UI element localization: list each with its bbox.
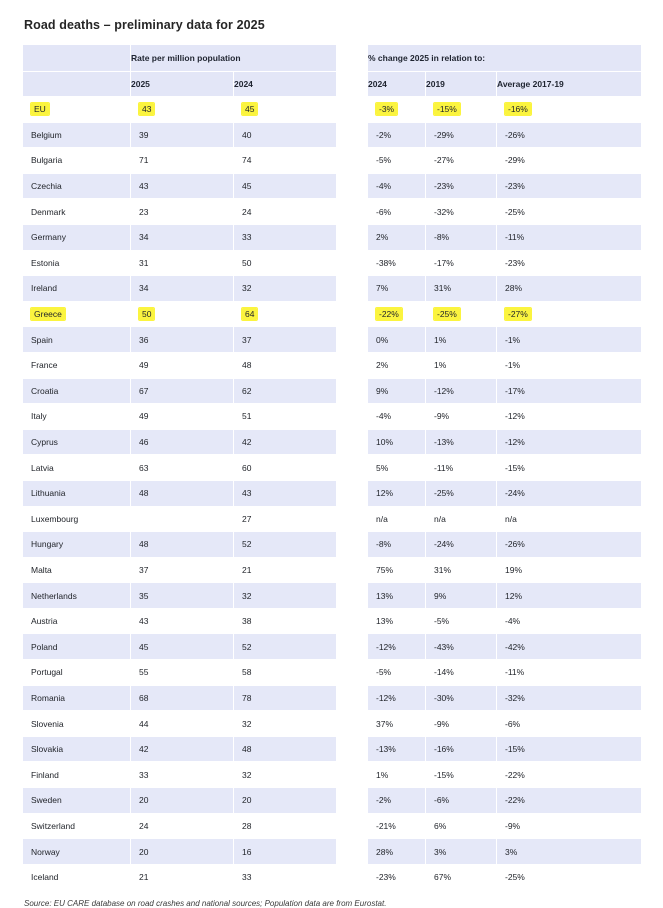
cell-change-2024: 9% [368, 378, 426, 404]
table-row [23, 378, 642, 404]
cell-change-average: 28% [497, 276, 642, 302]
cell-rate-2024: 51 [234, 404, 337, 430]
cell-change-2019: -11% [426, 455, 497, 481]
cell-change-2024: -12% [368, 685, 426, 711]
cell-country: Latvia [23, 455, 131, 481]
cell-rate-2024: 21 [234, 557, 337, 583]
cell-rate-2024 [234, 301, 337, 327]
cell-change-2024: 28% [368, 839, 426, 865]
road-deaths-table [22, 44, 642, 890]
cell-country: France [23, 352, 131, 378]
cell-country: Finland [23, 762, 131, 788]
cell-spacer [337, 301, 368, 327]
cell-spacer [337, 352, 368, 378]
cell-spacer [337, 97, 368, 123]
table-header [23, 45, 642, 97]
cell-rate-2024: 28 [234, 813, 337, 839]
header-rate-2025: 2025 [131, 72, 234, 97]
cell-spacer [337, 199, 368, 225]
cell-country: Estonia [23, 250, 131, 276]
table-row [23, 301, 642, 327]
cell-change-average: 3% [497, 839, 642, 865]
cell-rate-2025: 23 [131, 199, 234, 225]
cell-change-2024: 75% [368, 557, 426, 583]
cell-rate-2025: 55 [131, 660, 234, 686]
highlight-marker: -25% [434, 308, 460, 320]
cell-spacer [337, 634, 368, 660]
table-row [23, 455, 642, 481]
cell-change-2024: -2% [368, 122, 426, 148]
cell-change-2019: -24% [426, 532, 497, 558]
cell-change-2024: 12% [368, 480, 426, 506]
cell-country: Norway [23, 839, 131, 865]
cell-country: Slovenia [23, 711, 131, 737]
header-change-2024: 2024 [368, 72, 426, 97]
table-row [23, 173, 642, 199]
cell-change-2019: 1% [426, 352, 497, 378]
cell-rate-2024: 60 [234, 455, 337, 481]
cell-change-2024: 13% [368, 608, 426, 634]
table-row [23, 429, 642, 455]
table-row [23, 839, 642, 865]
cell-rate-2024: 74 [234, 148, 337, 174]
header-spacer-2 [337, 72, 368, 97]
table-row [23, 352, 642, 378]
cell-spacer [337, 711, 368, 737]
highlight-marker: -27% [505, 308, 531, 320]
cell-spacer [337, 813, 368, 839]
cell-change-2024: -8% [368, 532, 426, 558]
cell-change-2024: 37% [368, 711, 426, 737]
cell-change-2019: -23% [426, 173, 497, 199]
cell-rate-2025: 37 [131, 557, 234, 583]
cell-spacer [337, 148, 368, 174]
cell-change-average: -29% [497, 148, 642, 174]
cell-change-2019: 31% [426, 276, 497, 302]
cell-change-average: 19% [497, 557, 642, 583]
cell-spacer [337, 480, 368, 506]
table-row [23, 532, 642, 558]
cell-rate-2025: 39 [131, 122, 234, 148]
cell-spacer [337, 173, 368, 199]
cell-country: Austria [23, 608, 131, 634]
table-row [23, 583, 642, 609]
cell-change-average: -4% [497, 608, 642, 634]
cell-change-average: -12% [497, 429, 642, 455]
header-rate-group: Rate per million population [131, 45, 337, 72]
cell-rate-2025: 24 [131, 813, 234, 839]
cell-change-average: -25% [497, 199, 642, 225]
highlight-marker: -15% [434, 103, 460, 115]
cell-change-2024: 10% [368, 429, 426, 455]
cell-spacer [337, 736, 368, 762]
cell-rate-2025: 49 [131, 404, 234, 430]
cell-country: Hungary [23, 532, 131, 558]
cell-spacer [337, 532, 368, 558]
table-row [23, 276, 642, 302]
cell-rate-2025: 71 [131, 148, 234, 174]
cell-change-2024: -13% [368, 736, 426, 762]
cell-rate-2024: 20 [234, 788, 337, 814]
highlight-marker: Greece [31, 308, 65, 320]
cell-change-2019: -29% [426, 122, 497, 148]
table-row [23, 634, 642, 660]
cell-rate-2024: 45 [234, 173, 337, 199]
highlight-marker: EU [31, 103, 49, 115]
cell-change-2024: 5% [368, 455, 426, 481]
cell-change-average: -15% [497, 736, 642, 762]
cell-change-2019: -43% [426, 634, 497, 660]
cell-rate-2024: 52 [234, 532, 337, 558]
cell-rate-2024: 50 [234, 250, 337, 276]
cell-change-2019: -6% [426, 788, 497, 814]
cell-change-2019 [426, 97, 497, 123]
cell-change-average: -42% [497, 634, 642, 660]
cell-country: Croatia [23, 378, 131, 404]
cell-change-2019: -9% [426, 711, 497, 737]
cell-rate-2025: 20 [131, 788, 234, 814]
cell-rate-2025: 42 [131, 736, 234, 762]
cell-rate-2024: 32 [234, 276, 337, 302]
cell-country: Belgium [23, 122, 131, 148]
cell-change-average: -22% [497, 788, 642, 814]
cell-change-2024: -6% [368, 199, 426, 225]
highlight-marker: -16% [505, 103, 531, 115]
cell-country: Cyprus [23, 429, 131, 455]
table-row [23, 608, 642, 634]
cell-rate-2025: 20 [131, 839, 234, 865]
cell-country: Portugal [23, 660, 131, 686]
highlight-marker: -22% [376, 308, 402, 320]
cell-rate-2024: 78 [234, 685, 337, 711]
cell-rate-2025: 43 [131, 608, 234, 634]
cell-country: Romania [23, 685, 131, 711]
cell-country: Switzerland [23, 813, 131, 839]
cell-rate-2024: 16 [234, 839, 337, 865]
cell-rate-2025: 36 [131, 327, 234, 353]
cell-spacer [337, 378, 368, 404]
cell-country: Bulgaria [23, 148, 131, 174]
cell-change-average: -26% [497, 122, 642, 148]
cell-rate-2025: 46 [131, 429, 234, 455]
cell-rate-2024: 37 [234, 327, 337, 353]
cell-rate-2025 [131, 301, 234, 327]
highlight-marker: 64 [242, 308, 257, 320]
cell-change-average: -6% [497, 711, 642, 737]
cell-change-2019 [426, 301, 497, 327]
cell-change-2019: 67% [426, 864, 497, 890]
cell-change-average: -9% [497, 813, 642, 839]
header-country [23, 72, 131, 97]
cell-change-2019: -15% [426, 762, 497, 788]
cell-spacer [337, 327, 368, 353]
cell-change-2019: -5% [426, 608, 497, 634]
cell-rate-2024 [234, 97, 337, 123]
cell-country: Poland [23, 634, 131, 660]
cell-change-average [497, 97, 642, 123]
cell-change-average: -11% [497, 224, 642, 250]
cell-country: Czechia [23, 173, 131, 199]
cell-spacer [337, 506, 368, 532]
cell-spacer [337, 762, 368, 788]
cell-country: Spain [23, 327, 131, 353]
cell-spacer [337, 429, 368, 455]
cell-rate-2024: 24 [234, 199, 337, 225]
cell-spacer [337, 455, 368, 481]
highlight-marker: 45 [242, 103, 257, 115]
cell-rate-2024: 27 [234, 506, 337, 532]
header-country-group [23, 45, 131, 72]
cell-change-2024 [368, 301, 426, 327]
table-row [23, 864, 642, 890]
table-row [23, 788, 642, 814]
cell-rate-2024: 48 [234, 352, 337, 378]
header-change-group: % change 2025 in relation to: [368, 45, 642, 72]
cell-change-average: -26% [497, 532, 642, 558]
cell-country: Italy [23, 404, 131, 430]
source-note: Source: EU CARE database on road crashes and national sources; Population data are from Eurostat. [24, 899, 387, 908]
cell-change-2019: 9% [426, 583, 497, 609]
cell-country: Malta [23, 557, 131, 583]
header-rate-2024: 2024 [234, 72, 337, 97]
cell-rate-2025: 21 [131, 864, 234, 890]
cell-spacer [337, 224, 368, 250]
cell-change-2019: -13% [426, 429, 497, 455]
cell-spacer [337, 839, 368, 865]
table-row [23, 148, 642, 174]
table-row [23, 122, 642, 148]
cell-country: Iceland [23, 864, 131, 890]
cell-change-average: -23% [497, 250, 642, 276]
cell-change-2024: 2% [368, 224, 426, 250]
cell-change-2024: -4% [368, 404, 426, 430]
cell-spacer [337, 557, 368, 583]
cell-change-2024: n/a [368, 506, 426, 532]
highlight-marker: -3% [376, 103, 397, 115]
cell-country: Lithuania [23, 480, 131, 506]
cell-change-2019: 1% [426, 327, 497, 353]
cell-change-average: -12% [497, 404, 642, 430]
cell-rate-2024: 32 [234, 762, 337, 788]
table-row [23, 506, 642, 532]
cell-change-average: -23% [497, 173, 642, 199]
cell-rate-2024: 48 [234, 736, 337, 762]
cell-country: Slovakia [23, 736, 131, 762]
page-title: Road deaths – preliminary data for 2025 [24, 18, 265, 32]
cell-change-average: n/a [497, 506, 642, 532]
cell-rate-2025: 49 [131, 352, 234, 378]
table-row [23, 404, 642, 430]
table-row [23, 327, 642, 353]
table-row [23, 199, 642, 225]
cell-change-2019: -8% [426, 224, 497, 250]
table-row [23, 97, 642, 123]
cell-rate-2025: 33 [131, 762, 234, 788]
cell-country [23, 301, 131, 327]
cell-rate-2025: 48 [131, 480, 234, 506]
cell-rate-2024: 58 [234, 660, 337, 686]
cell-change-2019: 31% [426, 557, 497, 583]
cell-rate-2025: 67 [131, 378, 234, 404]
highlight-marker: 50 [139, 308, 154, 320]
table-row [23, 736, 642, 762]
cell-rate-2025 [131, 97, 234, 123]
header-spacer [337, 45, 368, 72]
table-row [23, 685, 642, 711]
cell-rate-2025: 44 [131, 711, 234, 737]
cell-change-2024: -21% [368, 813, 426, 839]
cell-spacer [337, 660, 368, 686]
table-row [23, 711, 642, 737]
cell-country: Ireland [23, 276, 131, 302]
cell-rate-2024: 32 [234, 583, 337, 609]
table-row [23, 224, 642, 250]
cell-spacer [337, 583, 368, 609]
cell-rate-2025: 35 [131, 583, 234, 609]
cell-rate-2025: 31 [131, 250, 234, 276]
cell-rate-2025: 68 [131, 685, 234, 711]
cell-change-2019: -12% [426, 378, 497, 404]
table-row [23, 250, 642, 276]
cell-change-2024: 13% [368, 583, 426, 609]
cell-spacer [337, 276, 368, 302]
cell-rate-2024: 42 [234, 429, 337, 455]
cell-change-2024: -12% [368, 634, 426, 660]
cell-rate-2025: 63 [131, 455, 234, 481]
cell-rate-2024: 33 [234, 224, 337, 250]
cell-rate-2024: 38 [234, 608, 337, 634]
header-change-2019: 2019 [426, 72, 497, 97]
cell-country: Germany [23, 224, 131, 250]
cell-change-average: -17% [497, 378, 642, 404]
cell-rate-2024: 40 [234, 122, 337, 148]
cell-change-2019: -9% [426, 404, 497, 430]
cell-change-2024: 2% [368, 352, 426, 378]
cell-rate-2024: 43 [234, 480, 337, 506]
cell-rate-2025: 43 [131, 173, 234, 199]
cell-change-2024: -23% [368, 864, 426, 890]
cell-spacer [337, 404, 368, 430]
cell-country: Sweden [23, 788, 131, 814]
table-row [23, 813, 642, 839]
cell-change-average: -1% [497, 327, 642, 353]
cell-change-average: -24% [497, 480, 642, 506]
cell-change-average: -32% [497, 685, 642, 711]
table-body [23, 97, 642, 890]
table-row [23, 557, 642, 583]
cell-change-average: -25% [497, 864, 642, 890]
cell-change-2024: -38% [368, 250, 426, 276]
cell-rate-2025: 34 [131, 276, 234, 302]
cell-change-2024: 1% [368, 762, 426, 788]
table-sub-header-row [23, 72, 642, 97]
table-group-header-row [23, 45, 642, 72]
cell-change-2024: -4% [368, 173, 426, 199]
cell-change-average: -22% [497, 762, 642, 788]
cell-change-average [497, 301, 642, 327]
cell-spacer [337, 685, 368, 711]
cell-change-2019: -32% [426, 199, 497, 225]
cell-change-2024: 7% [368, 276, 426, 302]
cell-change-2024: -2% [368, 788, 426, 814]
cell-change-2024 [368, 97, 426, 123]
cell-spacer [337, 788, 368, 814]
table-row [23, 660, 642, 686]
cell-change-average: 12% [497, 583, 642, 609]
cell-change-2019: -16% [426, 736, 497, 762]
cell-change-2019: -30% [426, 685, 497, 711]
cell-change-2019: -14% [426, 660, 497, 686]
cell-rate-2025: 45 [131, 634, 234, 660]
cell-rate-2025: 48 [131, 532, 234, 558]
table-row [23, 480, 642, 506]
cell-change-2019: -25% [426, 480, 497, 506]
cell-spacer [337, 122, 368, 148]
table-row [23, 762, 642, 788]
highlight-marker: 43 [139, 103, 154, 115]
cell-change-2019: 3% [426, 839, 497, 865]
cell-change-2019: -27% [426, 148, 497, 174]
cell-spacer [337, 608, 368, 634]
cell-change-average: -1% [497, 352, 642, 378]
cell-change-2024: -5% [368, 148, 426, 174]
cell-change-2024: 0% [368, 327, 426, 353]
cell-rate-2024: 52 [234, 634, 337, 660]
cell-rate-2024: 33 [234, 864, 337, 890]
cell-rate-2025 [131, 506, 234, 532]
cell-country: Luxembourg [23, 506, 131, 532]
cell-change-2024: -5% [368, 660, 426, 686]
cell-country: Denmark [23, 199, 131, 225]
cell-spacer [337, 250, 368, 276]
cell-spacer [337, 864, 368, 890]
cell-country: Netherlands [23, 583, 131, 609]
cell-change-average: -15% [497, 455, 642, 481]
cell-rate-2024: 62 [234, 378, 337, 404]
cell-change-2019: 6% [426, 813, 497, 839]
cell-rate-2025: 34 [131, 224, 234, 250]
cell-change-2019: -17% [426, 250, 497, 276]
cell-change-2019: n/a [426, 506, 497, 532]
header-change-average: Average 2017-19 [497, 72, 642, 97]
cell-change-average: -11% [497, 660, 642, 686]
cell-country [23, 97, 131, 123]
cell-rate-2024: 32 [234, 711, 337, 737]
